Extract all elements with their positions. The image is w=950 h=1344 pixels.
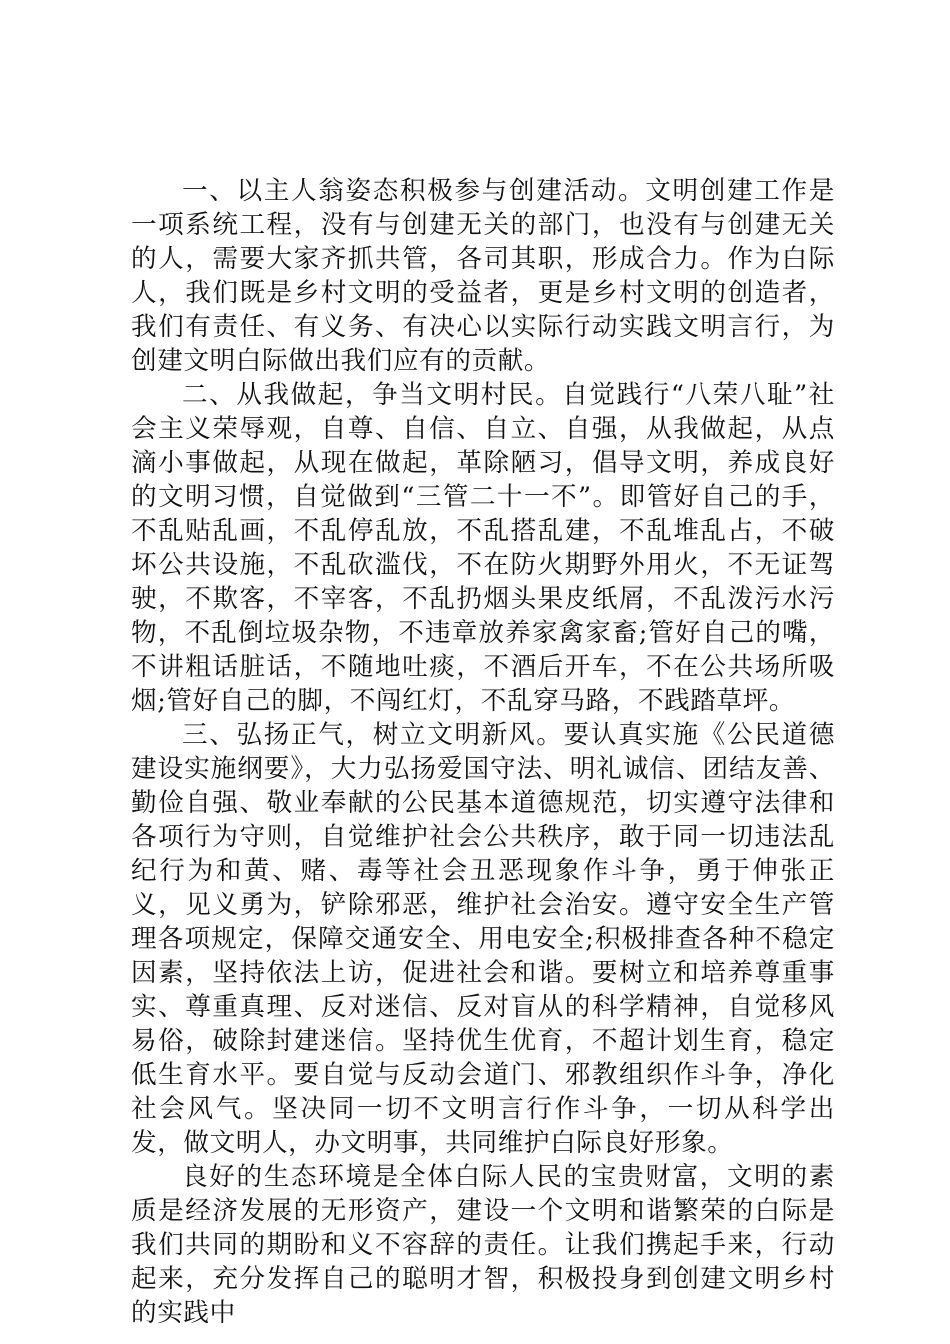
paragraph-4: 良好的生态环境是全体白际人民的宝贵财富，文明的素质是经济发展的无形资产，建设一个文明和谐繁荣的白际是我们共同的期盼和义不容辞的责任。让我们携起手来，行动起来，充分发挥自己的聪明才智，积极投身到创建文明乡村的实践中 <box>131 1162 835 1328</box>
paragraph-3: 三、弘扬正气，树立文明新风。要认真实施《公民道德建设实施纲要》，大力弘扬爱国守法、明礼诚信、团结友善、勤俭自强、敬业奉献的公民基本道德规范，切实遵守法律和各项行为守则，自觉维护社会公共秩序，敢于同一切违法乱纪行为和黄、赌、毒等社会丑恶现象作斗争，勇于伸张正义，见义勇为，铲除邪恶，维护社会治安。遵守安全生产管理各项规定，保障交通安全、用电安全;积极排查各种不稳定因素，坚持依法上访，促进社会和谐。要树立和培养尊重事实、尊重真理、反对迷信、反对盲从的科学精神，自觉移风易俗，破除封建迷信。坚持优生优育，不超计划生育，稳定低生育水平。要自觉与反动会道门、邪教组织作斗争，净化社会风气。坚决同一切不文明言行作斗争，一切从科学出发，做文明人，办文明事，共同维护白际良好形象。 <box>131 720 835 1158</box>
paragraph-1: 一、以主人翁姿态积极参与创建活动。文明创建工作是一项系统工程，没有与创建无关的部门，也没有与创建无关的人，需要大家齐抓共管，各司其职，形成合力。作为白际人，我们既是乡村文明的受益者，更是乡村文明的创造者，我们有责任、有义务、有决心以实际行动实践文明言行，为创建文明白际做出我们应有的贡献。 <box>131 176 835 376</box>
document-body <box>131 174 835 1330</box>
paragraph-2: 二、从我做起，争当文明村民。自觉践行“八荣八耻”社会主义荣辱观，自尊、自信、自立、自强，从我做起，从点滴小事做起，从现在做起，革除陋习，倡导文明，养成良好的文明习惯，自觉做到“三管二十一不”。即管好自己的手，不乱贴乱画，不乱停乱放，不乱搭乱建，不乱堆乱占，不破坏公共设施，不乱砍滥伐，不在防火期野外用火，不无证驾驶，不欺客，不宰客，不乱扔烟头果皮纸屑，不乱泼污水污物，不乱倒垃圾杂物，不违章放养家禽家畜;管好自己的嘴，不讲粗话脏话，不随地吐痰，不酒后开车，不在公共场所吸烟;管好自己的脚，不闯红灯，不乱穿马路，不践踏草坪。 <box>131 380 835 716</box>
